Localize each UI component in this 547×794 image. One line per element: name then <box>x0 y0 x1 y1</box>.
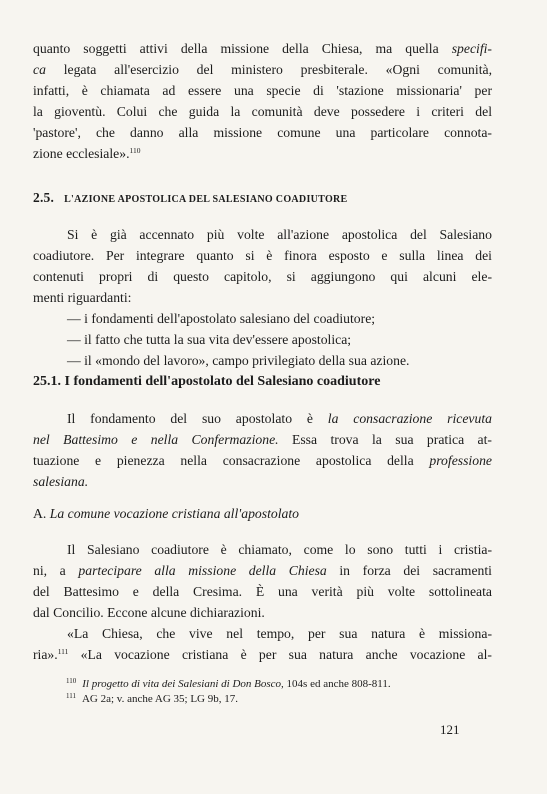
text-line: contenuti propri di questo capitolo, si aggiungono qui alcuni ele- <box>33 269 492 284</box>
text-line: menti riguardanti: <box>33 290 132 305</box>
text-line: Il fondamento del suo apostolato è la consacrazione ricevuta <box>67 411 492 426</box>
text-line: salesiana. <box>33 474 89 489</box>
text-line: ca legata all'esercizio del ministero presbiterale. «Ogni comunità, <box>33 62 492 77</box>
footnote-ref: 110 <box>129 146 141 155</box>
text-line: zione ecclesiale».$^{110}$ <box>33 146 141 161</box>
subheading-a: A. La comune vocazione cristiana all'apostolato <box>33 506 300 521</box>
list-item: — il «mondo del lavoro», campo privilegiato della sua azione. <box>67 353 410 368</box>
footnote: $^{110}$ Il progetto di vita dei Salesiani di Don Bosco, 104s ed anche 808-811. <box>66 677 391 690</box>
list-item: — i fondamenti dell'apostolato salesiano del coadiutore; <box>67 311 376 326</box>
text-line: 'pastore', che danno alla missione comune una particolare connota- <box>33 125 492 140</box>
text-line: infatti, è chiamata ad essere una specie di 'stazione missionaria' per <box>33 83 492 98</box>
text-line: la gioventù. Colui che guida la comunità deve possedere i criteri del <box>33 104 492 119</box>
section-heading: 2.5. L'AZIONE APOSTOLICA DEL SALESIANO COADIUTORE <box>33 190 348 205</box>
list-item: — il fatto che tutta la sua vita dev'essere apostolica; <box>67 332 352 347</box>
footnote: $^{111}$ AG 2a; v. anche AG 35; LG 9b, 17. <box>66 692 238 705</box>
text-line: quanto soggetti attivi della missione della Chiesa, ma quella specifi- <box>33 41 492 56</box>
footnote-ref: 111 <box>57 647 69 656</box>
page-number: 121 <box>440 722 460 737</box>
text-line: nel Battesimo e nella Confermazione. Essa trova la sua pratica at- <box>33 432 492 447</box>
text-line: coadiutore. Per integrare quanto si è finora esposto e sulla linea dei <box>33 248 492 263</box>
text-line: «La Chiesa, che vive nel tempo, per sua natura è missiona- <box>67 626 492 641</box>
text-line: ria».$^{111}$ «La vocazione cristiana è per sua natura anche vocazione al- <box>33 647 492 662</box>
text-line: dal Concilio. Eccone alcune dichiarazioni. <box>33 605 265 620</box>
text-line: tuazione e pienezza nella consacrazione apostolica della professione <box>33 453 492 468</box>
text-line: del Battesimo e della Cresima. È una verità più volte sottolineata <box>33 584 492 599</box>
text-line: Si è già accennato più volte all'azione apostolica del Salesiano <box>67 227 492 242</box>
text-line: Il Salesiano coadiutore è chiamato, come lo sono tutti i cristia- <box>67 542 492 557</box>
text-line: ni, a partecipare alla missione della Chiesa in forza dei sacramenti <box>33 563 492 578</box>
subsection-heading: 25.1. I fondamenti dell'apostolato del Salesiano coadiutore <box>33 374 381 389</box>
